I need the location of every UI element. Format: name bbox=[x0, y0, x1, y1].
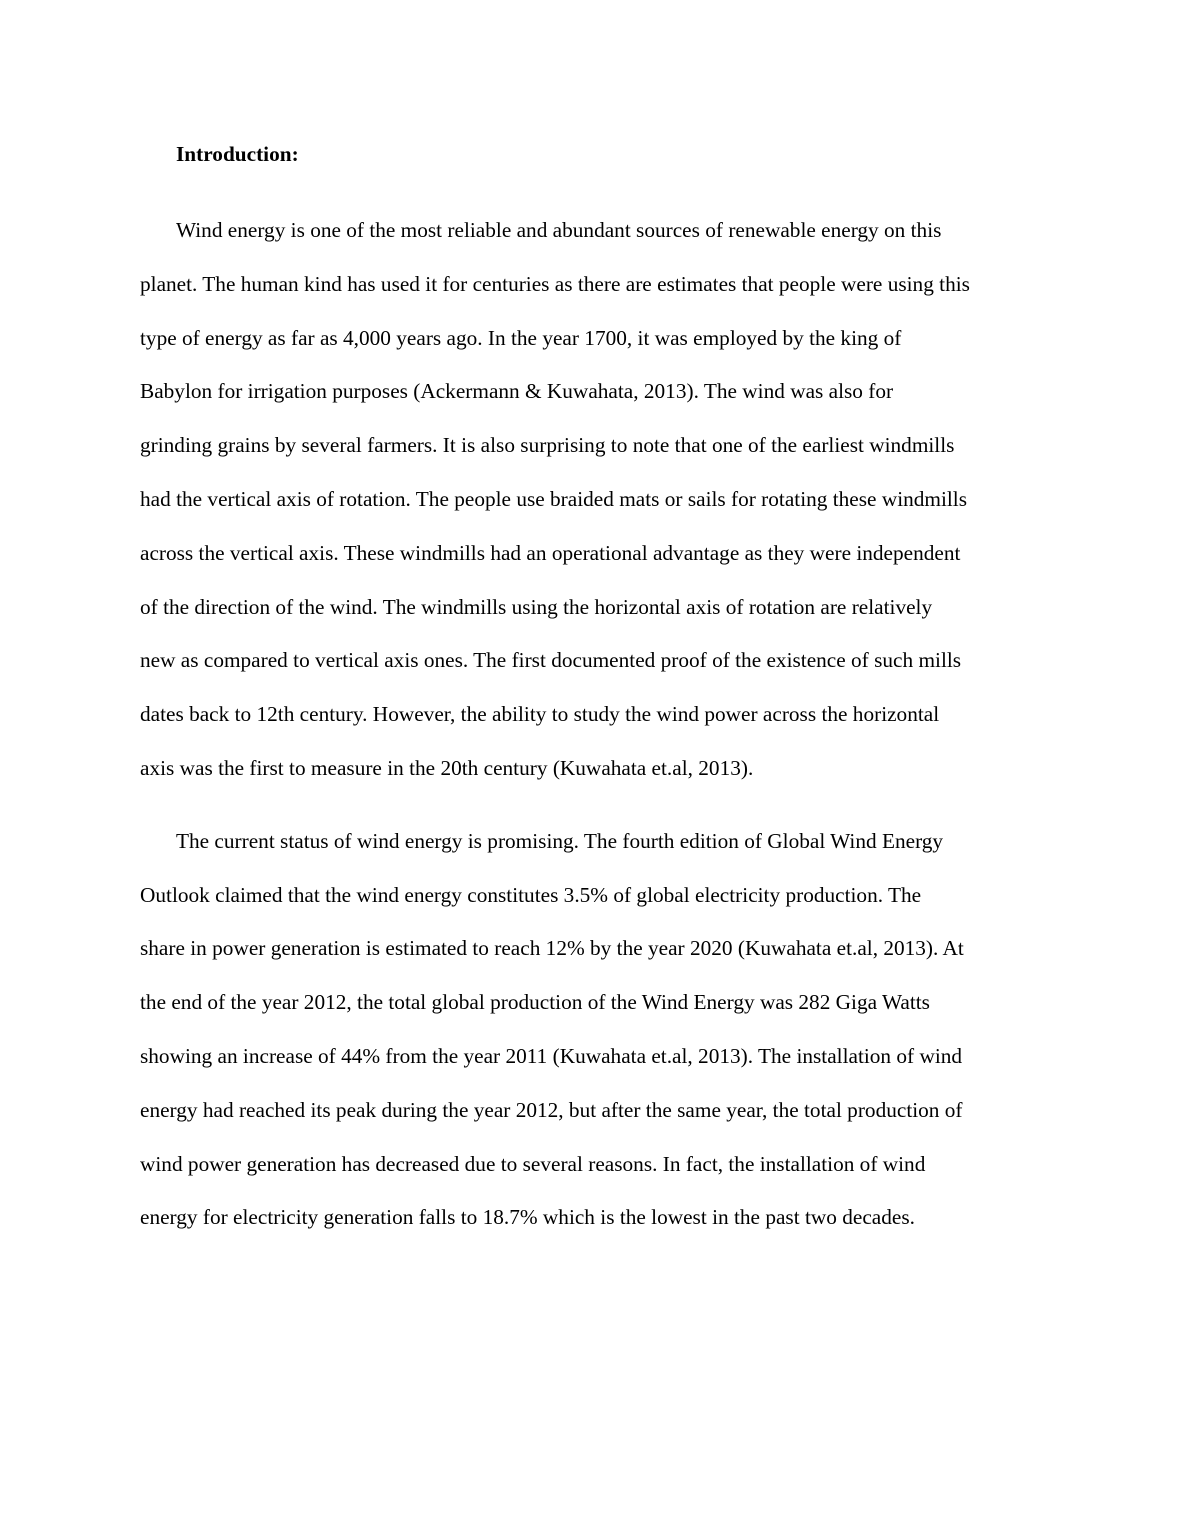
paragraph-line: had the vertical axis of rotation. The people use braided mats or sails for rotating these windmills bbox=[140, 486, 968, 511]
paragraph-line: energy for electricity generation falls to 18.7% which is the lowest in the past two decades. bbox=[140, 1205, 915, 1230]
paragraph-1 bbox=[140, 204, 1052, 796]
paragraph-line: new as compared to vertical axis ones. The first documented proof of the existence of such mills bbox=[140, 648, 962, 673]
paragraph-line: share in power generation is estimated to reach 12% by the year 2020 (Kuwahata et.al, 2013). At bbox=[140, 936, 964, 961]
paragraph-line: Outlook claimed that the wind energy constitutes 3.5% of global electricity production. The bbox=[140, 882, 922, 907]
paragraph-line: planet. The human kind has used it for centuries as there are estimates that people were using this bbox=[140, 271, 970, 296]
paragraph-line: of the direction of the wind. The windmills using the horizontal axis of rotation are relatively bbox=[140, 594, 933, 619]
paragraph-line: the end of the year 2012, the total global production of the Wind Energy was 282 Giga Watts bbox=[140, 990, 930, 1015]
document-body bbox=[140, 138, 1052, 1245]
paragraph-line: grinding grains by several farmers. It is also surprising to note that one of the earliest windmills bbox=[140, 433, 955, 458]
section-heading: Introduction: bbox=[176, 142, 299, 166]
paragraph-line: across the vertical axis. These windmills had an operational advantage as they were independent bbox=[140, 540, 961, 565]
paragraph-line: axis was the first to measure in the 20th century (Kuwahata et.al, 2013). bbox=[140, 755, 754, 780]
paragraph-line: type of energy as far as 4,000 years ago. In the year 1700, it was employed by the king of bbox=[140, 325, 902, 350]
paragraph-2 bbox=[140, 815, 1052, 1245]
paragraph-line: Babylon for irrigation purposes (Ackermann & Kuwahata, 2013). The wind was also for bbox=[140, 379, 894, 404]
paragraph-line: showing an increase of 44% from the year 2011 (Kuwahata et.al, 2013). The installation of wind bbox=[140, 1043, 963, 1068]
paragraph-line: Wind energy is one of the most reliable and abundant sources of renewable energy on this bbox=[176, 218, 942, 242]
paragraph-line: The current status of wind energy is promising. The fourth edition of Global Wind Energy bbox=[176, 828, 944, 853]
paragraph-line: energy had reached its peak during the year 2012, but after the same year, the total production of bbox=[140, 1097, 963, 1122]
paragraph-line: dates back to 12th century. However, the ability to study the wind power across the horizontal bbox=[140, 702, 940, 727]
paragraph-line: wind power generation has decreased due to several reasons. In fact, the installation of wind bbox=[140, 1151, 926, 1176]
